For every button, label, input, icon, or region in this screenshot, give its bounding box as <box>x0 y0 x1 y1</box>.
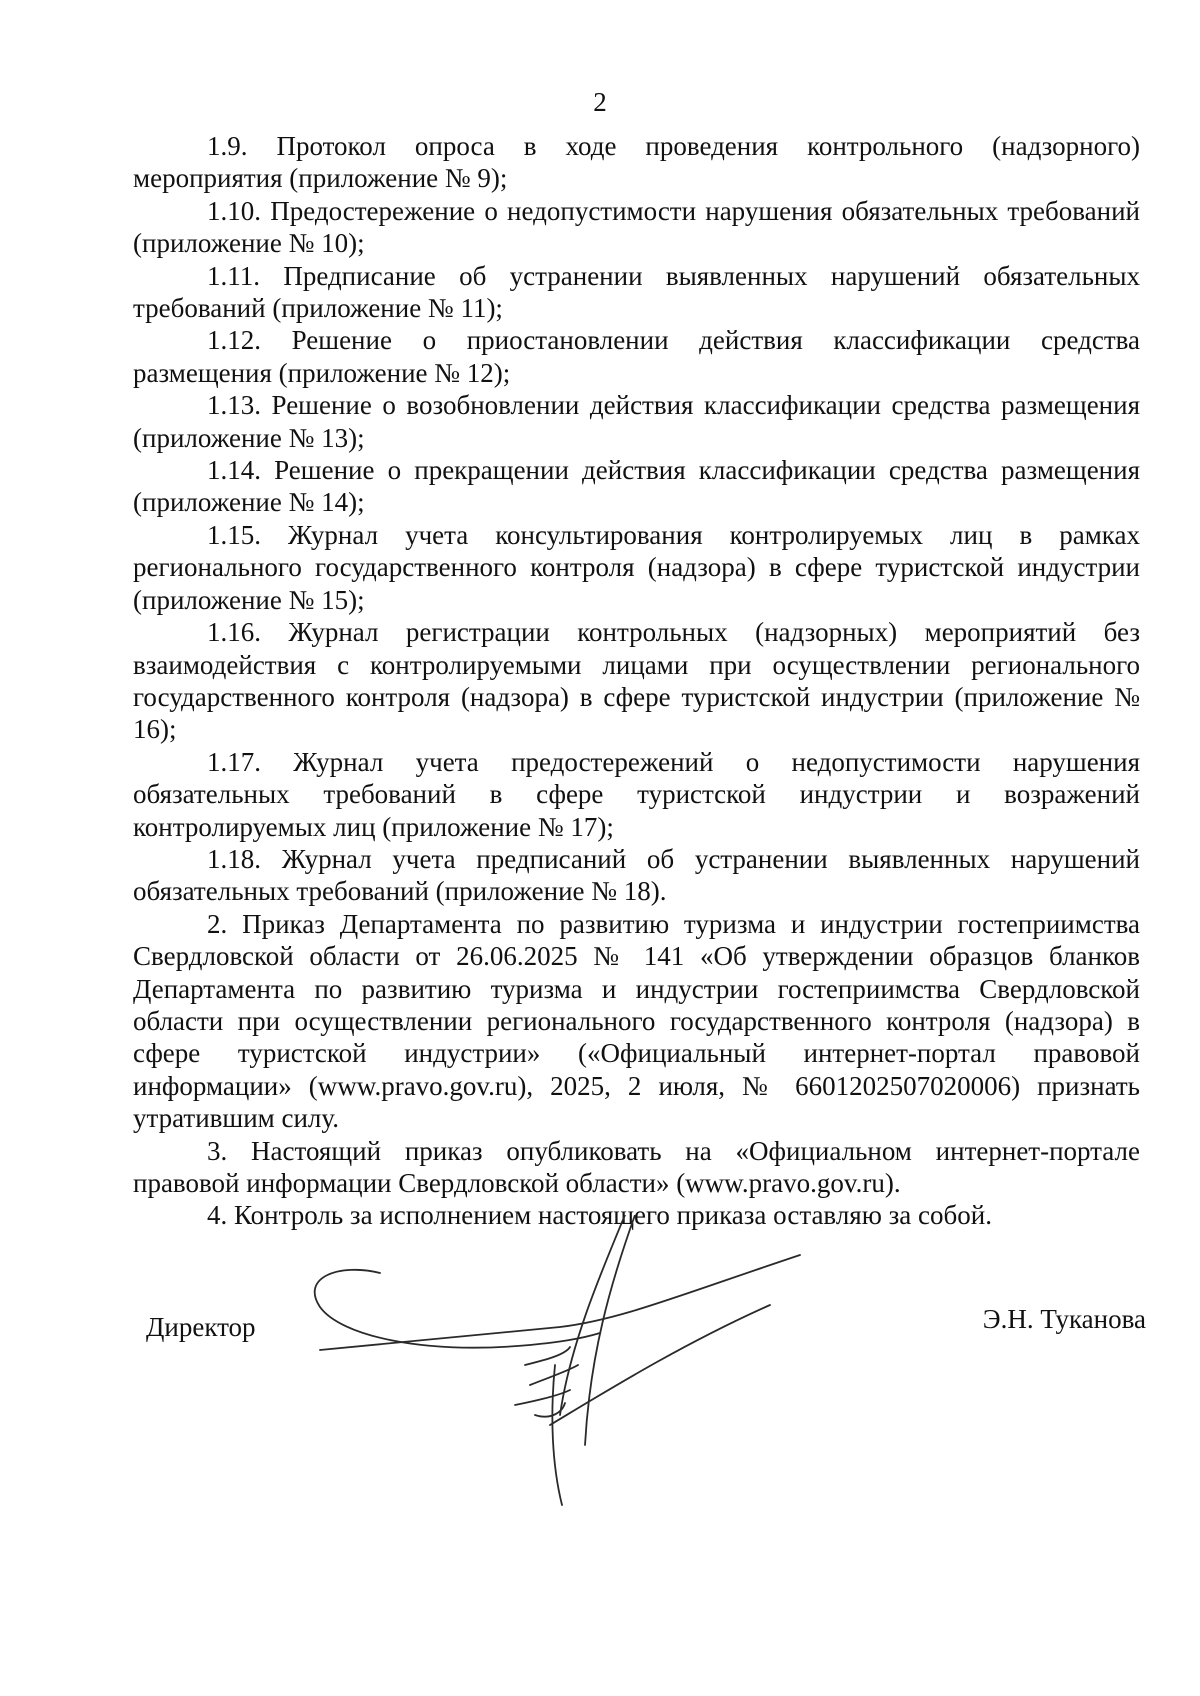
handwritten-signature <box>300 1215 860 1525</box>
page-number: 2 <box>593 87 607 117</box>
document-body <box>133 130 1140 1232</box>
paragraph-1-15: 1.15. Журнал учета консультирования контролируемых лиц в рамках регионального государственного контроля (надзора) в сфере туристской индустрии (приложение № 15); <box>133 519 1140 615</box>
signatory-title: Директор <box>146 1312 256 1342</box>
paragraph-1-10: 1.10. Предостережение о недопустимости нарушения обязательных требований (приложение № 10); <box>133 195 1140 259</box>
paragraph-1-14: 1.14. Решение о прекращении действия классификации средства размещения (приложение № 14); <box>133 455 1140 518</box>
paragraph-1-11: 1.11. Предписание об устранении выявленных нарушений обязательных требований (приложение № 11); <box>133 260 1140 324</box>
signature-block <box>146 1303 1146 1343</box>
paragraph-1-18: 1.18. Журнал учета предписаний об устранении выявленных нарушений обязательных требований (приложение № 18). <box>133 843 1140 907</box>
paragraph-1-12: 1.12. Решение о приостановлении действия классификации средства размещения (приложение № 12); <box>133 325 1140 388</box>
signature-stroke-vertical <box>552 1365 562 1505</box>
paragraph-3: 3. Настоящий приказ опубликовать на «Официальном интернет-портале правовой информации Свердловской области» (www.pravo.gov.ru). <box>133 1135 1140 1198</box>
paragraph-1-9: 1.9. Протокол опроса в ходе проведения контрольного (надзорного) мероприятия (приложение № 9); <box>133 131 1140 194</box>
signature-stroke-scribble <box>515 1347 578 1417</box>
paragraph-1-16: 1.16. Журнал регистрации контрольных (надзорных) мероприятий без взаимодействия с контролируемыми лицами при осуществлении регионального государственного контроля (надзора) в сфере туристской индустрии (приложение № 16); <box>133 617 1140 745</box>
paragraph-1-17: 1.17. Журнал учета предостережений о недопустимости нарушения обязательных требований в сфере туристской индустрии и возражений контролируемых лиц (приложение № 17); <box>133 746 1140 842</box>
paragraph-2: 2. Приказ Департамента по развитию туризма и индустрии гостеприимства Свердловской области от 26.06.2025 № 141 «Об утверждении образцов бланков Департамента по развитию туризма и индустрии гостеприимства Свердловской области при осуществлении регионального государственного контроля (надзора) в сфере туристской индустрии» («Официальный интернет-портал правовой информации» (www.pravo.gov.ru), 2025, 2 июля, № 6601202507020006) признать утратившим силу. <box>133 908 1140 1134</box>
paragraph-1-13: 1.13. Решение о возобновлении действия классификации средства размещения (приложение № 13); <box>133 390 1140 453</box>
signatory-name: Э.Н. Туканова <box>982 1304 1146 1334</box>
paragraph-4: 4. Контроль за исполнением настоящего приказа оставляю за собой. <box>207 1200 992 1231</box>
